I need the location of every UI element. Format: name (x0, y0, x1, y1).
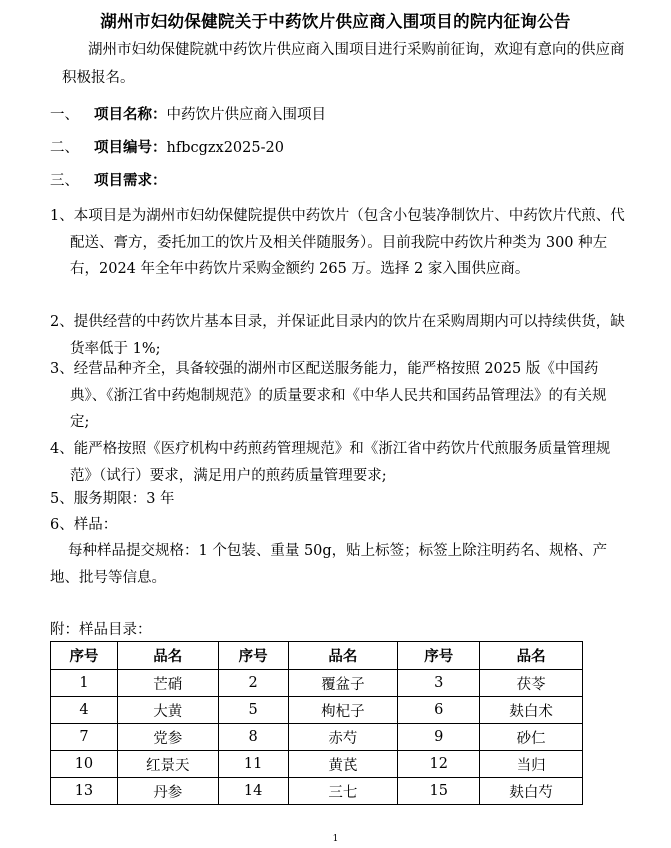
table-row (51, 724, 583, 751)
header-serial: 序号 (218, 642, 288, 670)
header-product-name: 品名 (117, 642, 218, 670)
attachment-label: 附：样品目录： (50, 622, 152, 638)
table-cell: 10 (51, 751, 118, 778)
section-label: 项目编号 (94, 140, 152, 156)
table-cell: 7 (51, 724, 118, 751)
table-header-row (51, 642, 583, 670)
table-cell: 赤芍 (288, 724, 398, 751)
table-cell: 9 (398, 724, 480, 751)
section-value: 中药饮片供应商入围项目 (166, 107, 326, 123)
table-cell: 枸杞子 (288, 697, 398, 724)
sample-catalog-table (50, 641, 583, 805)
page-number: 1 (332, 834, 339, 844)
table-cell: 1 (51, 670, 118, 697)
document-title: 湖州市妇幼保健院关于中药饮片供应商入围项目的院内征询公告 (100, 12, 571, 31)
intro-paragraph: 湖州市妇幼保健院就中药饮片供应商入围项目进行采购前征询，欢迎有意向的供应商积极报名。 (62, 42, 625, 86)
section-label: 项目需求 (94, 173, 152, 189)
header-product-name: 品名 (288, 642, 398, 670)
section-separator: ： (152, 140, 167, 156)
section-value: hfbcgzx2025-20 (166, 140, 284, 156)
section-label: 项目名称 (94, 107, 152, 123)
requirement-item-6: 6、样品： (50, 517, 118, 533)
table-cell: 14 (218, 778, 288, 805)
table-cell: 12 (398, 751, 480, 778)
sample-specification: 每种样品提交规格：1 个包装、重量 50g，贴上标签；标签上除注明药名、规格、产地、批号等信息。 (50, 543, 608, 586)
section-number: 一、 (50, 107, 79, 123)
requirement-item-5: 5、服务期限：3 年 (50, 491, 175, 507)
section-project-code (50, 134, 284, 162)
table-cell: 8 (218, 724, 288, 751)
section-separator: ： (152, 107, 167, 123)
requirement-item-4: 4、能严格按照《医疗机构中药煎药管理规范》和《浙江省中药饮片代煎服务质量管理规范》（试行）要求，满足用户的煎药质量管理要求; (50, 441, 611, 484)
requirement-item-1: 1、本项目是为湖州市妇幼保健院提供中药饮片（包含小包装净制饮片、中药饮片代煎、代配送、膏方，委托加工的饮片及相关伴随服务）。目前我院中药饮片种类为 300 种左右，2024 年全年中药饮片采购金额约 265 万。选择 2 家入围供应商。 (50, 208, 625, 277)
table-cell: 13 (51, 778, 118, 805)
table-row (51, 751, 583, 778)
table-cell: 当归 (480, 751, 583, 778)
table-cell: 15 (398, 778, 480, 805)
table-cell: 黄芪 (288, 751, 398, 778)
table-row (51, 670, 583, 697)
table-cell: 4 (51, 697, 118, 724)
table-row (51, 778, 583, 805)
section-project-requirements (50, 167, 167, 195)
table-cell: 茯苓 (480, 670, 583, 697)
section-separator: ： (152, 173, 167, 189)
table-cell: 11 (218, 751, 288, 778)
section-number: 二、 (50, 140, 79, 156)
table-cell: 红景天 (117, 751, 218, 778)
table-cell: 丹参 (117, 778, 218, 805)
table-cell: 5 (218, 697, 288, 724)
table-cell: 砂仁 (480, 724, 583, 751)
header-serial: 序号 (398, 642, 480, 670)
header-serial: 序号 (51, 642, 118, 670)
table-cell: 麸白芍 (480, 778, 583, 805)
table-cell: 三七 (288, 778, 398, 805)
table-cell: 大黄 (117, 697, 218, 724)
table-cell: 麸白术 (480, 697, 583, 724)
table-row (51, 697, 583, 724)
table-cell: 芒硝 (117, 670, 218, 697)
section-project-name (50, 101, 326, 129)
requirement-item-2: 2、提供经营的中药饮片基本目录，并保证此目录内的饮片在采购周期内可以持续供货，缺货率低于 1%; (50, 314, 625, 357)
table-cell: 2 (218, 670, 288, 697)
requirement-item-3: 3、经营品种齐全，具备较强的湖州市区配送服务能力，能严格按照 2025 版《中国药典》、《浙江省中药炮制规范》的质量要求和《中华人民共和国药品管理法》的有关规定; (50, 361, 607, 430)
table-cell: 6 (398, 697, 480, 724)
table-cell: 党参 (117, 724, 218, 751)
section-number: 三、 (50, 173, 79, 189)
table-cell: 覆盆子 (288, 670, 398, 697)
table-cell: 3 (398, 670, 480, 697)
header-product-name: 品名 (480, 642, 583, 670)
